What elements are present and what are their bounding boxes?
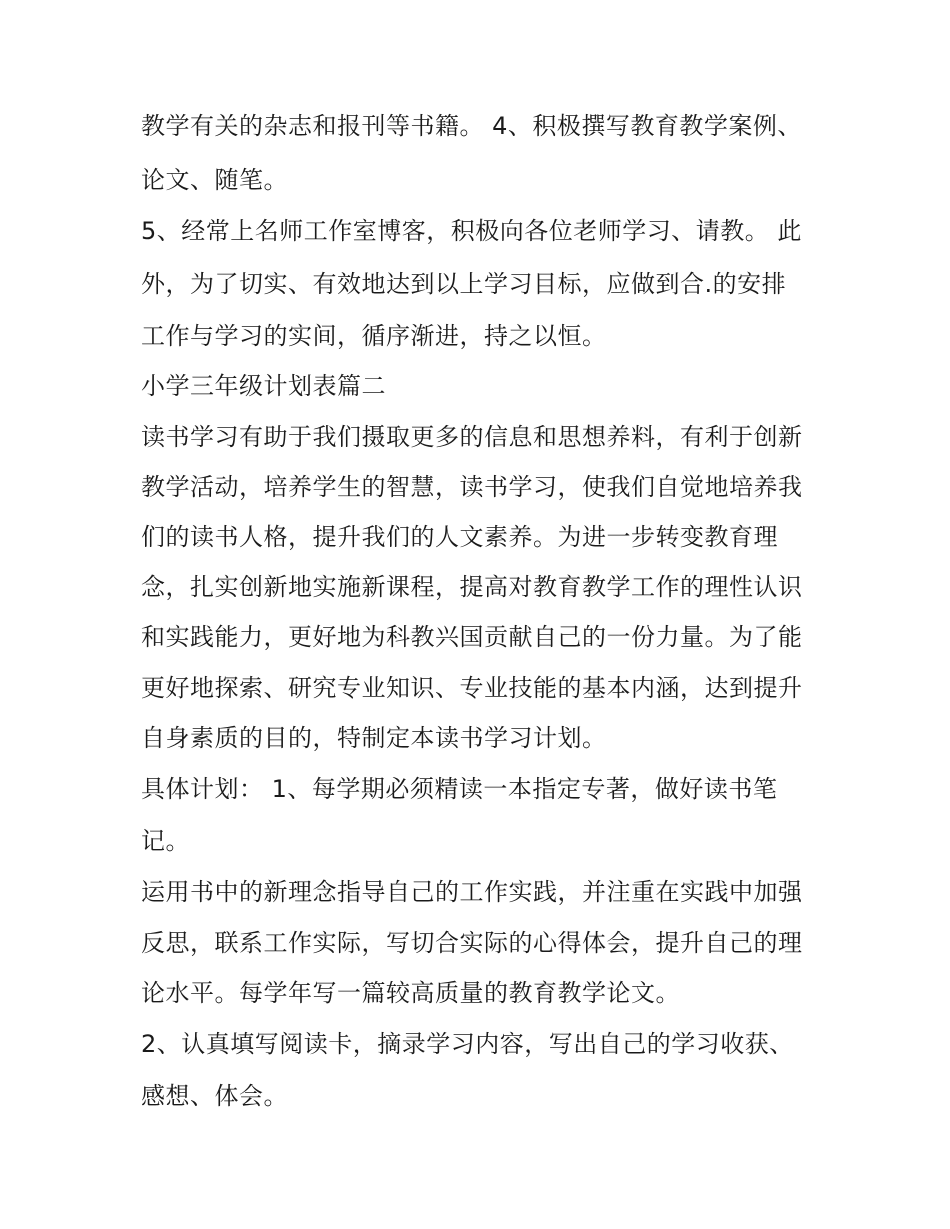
text-line: 教学活动，培养学生的智慧，读书学习，使我们自觉地培养我 bbox=[141, 473, 803, 501]
text-line: 自身素质的目的，特制定本读书学习计划。 bbox=[141, 724, 607, 752]
text-line: 工作与学习的实间，循序渐进，持之以恒。 bbox=[141, 322, 607, 350]
text-line: 论文、随笔。 bbox=[141, 166, 288, 194]
text-line: 记。 bbox=[141, 827, 190, 855]
text-line: 运用书中的新理念指导自己的工作实践，并注重在实践中加强 bbox=[141, 878, 803, 906]
text-line: 读书学习有助于我们摄取更多的信息和思想养料，有利于创新 bbox=[141, 423, 803, 451]
text-line: 具体计划： 1、每学期必须精读一本指定专著，做好读书笔 bbox=[141, 775, 778, 803]
text-line: 反思，联系工作实际，写切合实际的心得体会，提升自己的理 bbox=[141, 929, 803, 957]
text-line: 们的读书人格，提升我们的人文素养。为进一步转变教育理 bbox=[141, 523, 778, 551]
text-line: 念，扎实创新地实施新课程，提高对教育教学工作的理性认识 bbox=[141, 573, 803, 601]
text-line: 5、经常上名师工作室博客，积极向各位老师学习、请教。 此 bbox=[141, 217, 802, 245]
text-line: 和实践能力，更好地为科教兴国贡献自己的一份力量。为了能 bbox=[141, 623, 803, 651]
text-line: 外，为了切实、有效地达到以上学习目标，应做到合.的安排 bbox=[141, 270, 787, 298]
text-line: 2、认真填写阅读卡，摘录学习内容，写出自己的学习收获、 bbox=[141, 1030, 794, 1058]
section-heading: 小学三年级计划表篇二 bbox=[141, 372, 386, 400]
text-line: 更好地探索、研究专业知识、专业技能的基本内涵，达到提升 bbox=[141, 674, 803, 702]
text-line: 感想、体会。 bbox=[141, 1082, 288, 1110]
text-line: 教学有关的杂志和报刊等书籍。 4、积极撰写教育教学案例、 bbox=[141, 112, 802, 140]
text-line: 论水平。每学年写一篇较高质量的教育教学论文。 bbox=[141, 979, 680, 1007]
